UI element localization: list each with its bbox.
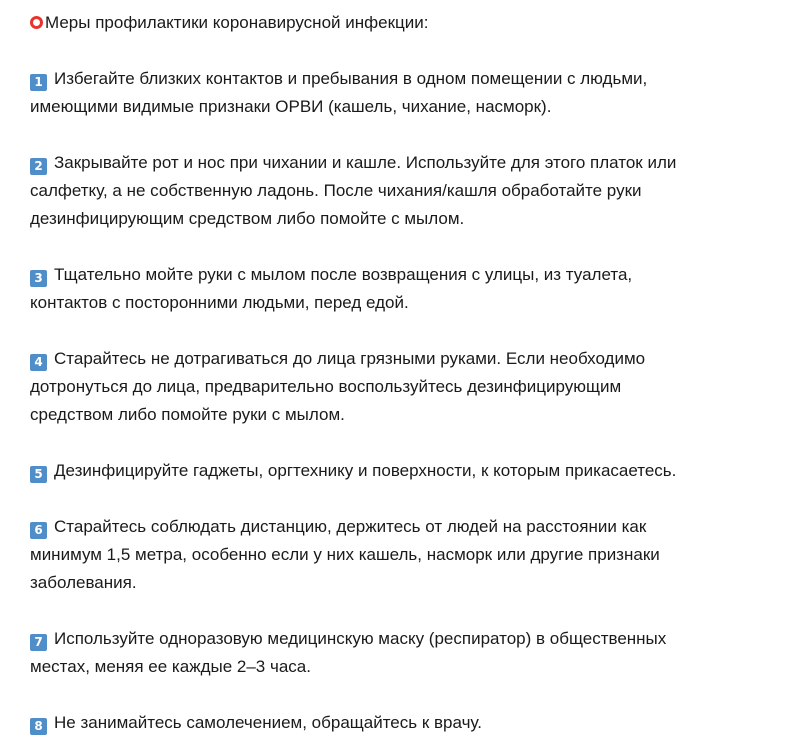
tip-text: дотронуться до лица, предварительно воспользуйтесь дезинфицирующим bbox=[30, 377, 622, 396]
tip-line bbox=[30, 261, 800, 289]
tip-line bbox=[30, 373, 800, 401]
tip-text: Избегайте близких контактов и пребывания в одном помещении с людьми, bbox=[54, 69, 648, 88]
tip-line bbox=[30, 345, 800, 373]
keycap-3-icon: 3 bbox=[30, 270, 47, 287]
tip-text: салфетку, а не собственную ладонь. После чихания/кашля обработайте руки bbox=[30, 181, 642, 200]
post-body bbox=[30, 9, 800, 737]
tip-text: Дезинфицируйте гаджеты, оргтехнику и поверхности, к которым прикасаетесь. bbox=[54, 461, 677, 480]
keycap-8-icon: 8 bbox=[30, 718, 47, 735]
tip-line bbox=[30, 457, 800, 485]
tip-item bbox=[30, 149, 800, 233]
keycap-7-icon: 7 bbox=[30, 634, 47, 651]
tip-line bbox=[30, 289, 800, 317]
tip-text: Используйте одноразовую медицинскую маску (респиратор) в общественных bbox=[54, 629, 667, 648]
hollow-red-circle-icon bbox=[30, 16, 43, 29]
tip-line bbox=[30, 177, 800, 205]
tip-text: Тщательно мойте руки с мылом после возвращения с улицы, из туалета, bbox=[54, 265, 633, 284]
tip-text: имеющими видимые признаки ОРВИ (кашель, чихание, насморк). bbox=[30, 97, 552, 116]
tip-text: Старайтесь не дотрагиваться до лица грязными руками. Если необходимо bbox=[54, 349, 646, 368]
tip-line bbox=[30, 653, 800, 681]
tip-text: Не занимайтесь самолечением, обращайтесь к врачу. bbox=[54, 713, 482, 732]
tip-line bbox=[30, 93, 800, 121]
tip-text: местах, меняя ее каждые 2–3 часа. bbox=[30, 657, 311, 676]
tips-list bbox=[30, 65, 800, 737]
tip-text: контактов с посторонними людьми, перед едой. bbox=[30, 293, 409, 312]
tip-line bbox=[30, 65, 800, 93]
tip-text: заболевания. bbox=[30, 573, 137, 592]
tip-text: дезинфицирующим средством либо помойте с мылом. bbox=[30, 209, 465, 228]
tip-item bbox=[30, 457, 800, 485]
tip-item bbox=[30, 709, 800, 737]
tip-item bbox=[30, 261, 800, 317]
keycap-5-icon: 5 bbox=[30, 466, 47, 483]
tip-line bbox=[30, 401, 800, 429]
tip-text: средством либо помойте руки с мылом. bbox=[30, 405, 345, 424]
tip-item bbox=[30, 625, 800, 681]
tip-line bbox=[30, 541, 800, 569]
post-title bbox=[30, 9, 800, 37]
tip-text: Старайтесь соблюдать дистанцию, держитесь от людей на расстоянии как bbox=[54, 517, 647, 536]
tip-line bbox=[30, 149, 800, 177]
keycap-4-icon: 4 bbox=[30, 354, 47, 371]
tip-item bbox=[30, 345, 800, 429]
keycap-6-icon: 6 bbox=[30, 522, 47, 539]
tip-line bbox=[30, 569, 800, 597]
tip-line bbox=[30, 513, 800, 541]
tip-line bbox=[30, 205, 800, 233]
tip-item bbox=[30, 513, 800, 597]
tip-item bbox=[30, 65, 800, 121]
tip-line bbox=[30, 625, 800, 653]
keycap-2-icon: 2 bbox=[30, 158, 47, 175]
tip-line bbox=[30, 709, 800, 737]
tip-text: минимум 1,5 метра, особенно если у них кашель, насморк или другие признаки bbox=[30, 545, 660, 564]
post-title-text: Меры профилактики коронавирусной инфекции: bbox=[45, 13, 429, 32]
tip-text: Закрывайте рот и нос при чихании и кашле. Используйте для этого платок или bbox=[54, 153, 677, 172]
keycap-1-icon: 1 bbox=[30, 74, 47, 91]
